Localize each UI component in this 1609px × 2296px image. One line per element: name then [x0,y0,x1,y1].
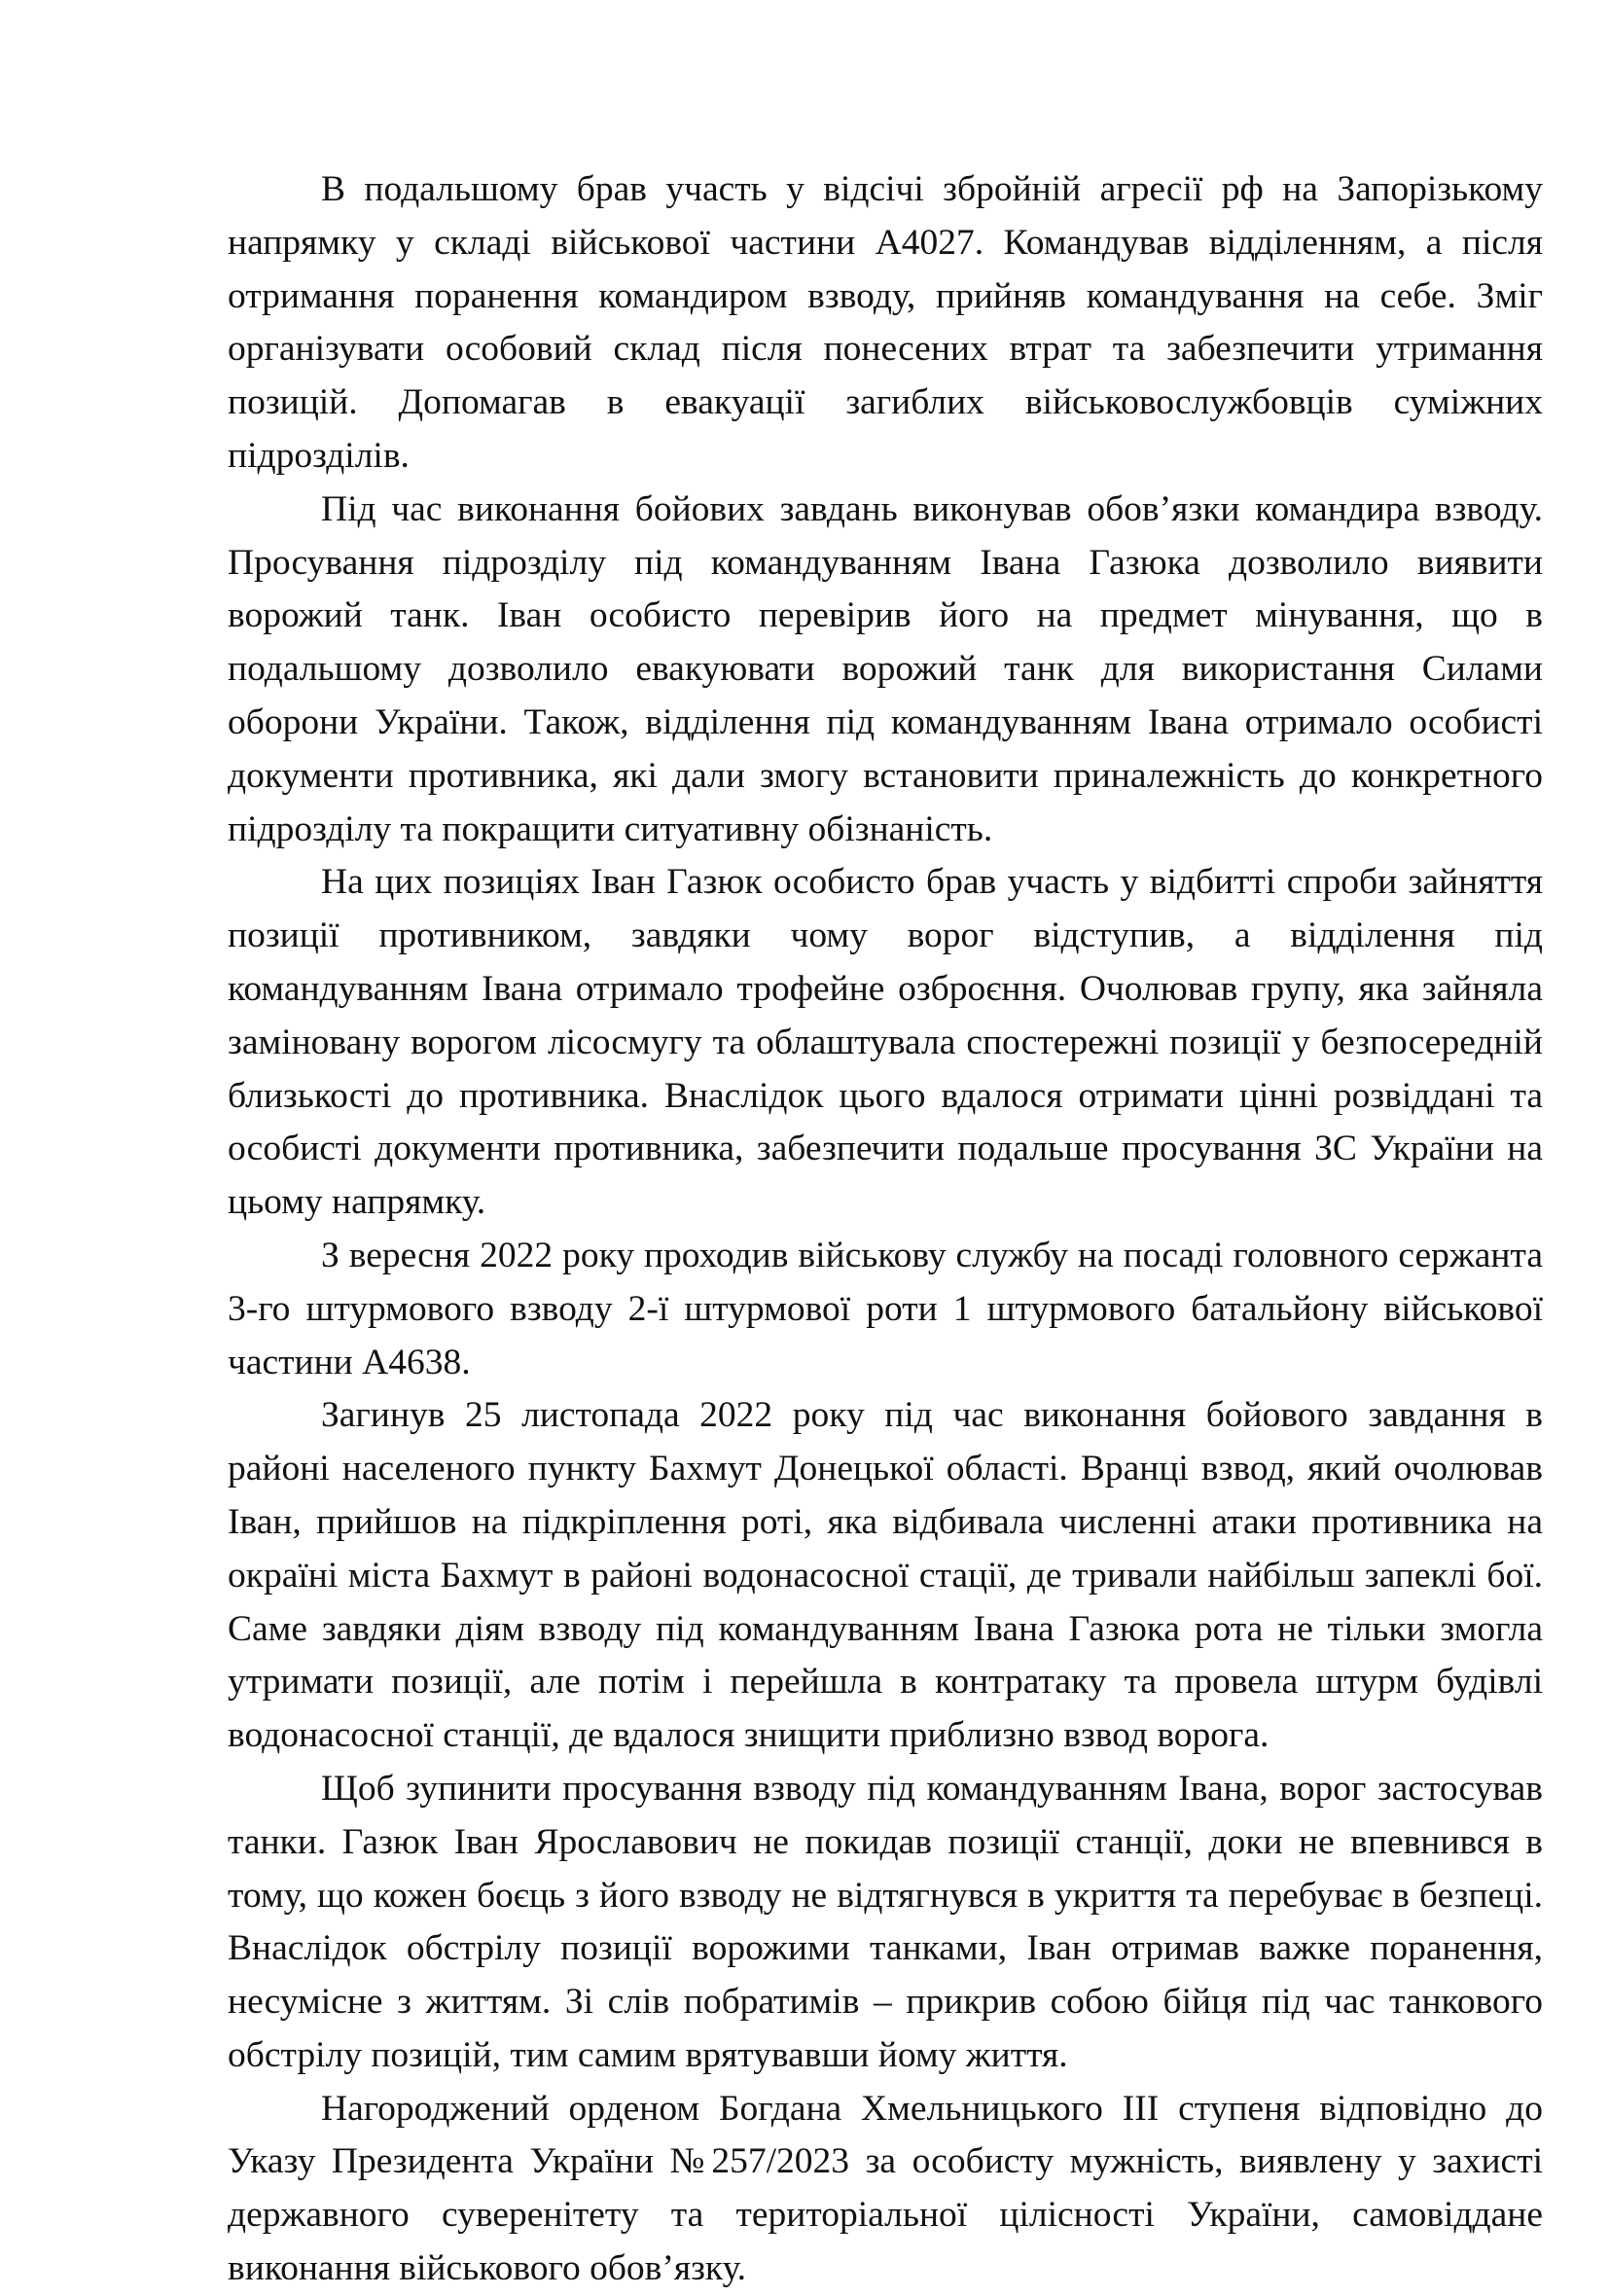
paragraph-platoon-command: Під час виконання бойових завдань виконував обов’язки командира взводу. Просування підрозділу під командуванням Івана Газюка дозволило виявити ворожий танк. Іван особисто перевірив його на предмет мінування, що в подальшому дозволило евакуювати ворожий танк для використання Силами оборони України. Також, відділення під командуванням Івана отримало особисті документи противника, які дали змогу встановити приналежність до конкретного підрозділу та покращити ситуативну обізнаність. [228,488,1543,849]
paragraph-service-a4638: З вересня 2022 року проходив військову службу на посаді головного сержанта 3-го штурмового взводу 2-ї штурмової роти 1 штурмового батальйону військової частини А4638. [228,1235,1543,1382]
paragraph-zaporizhzhia-service: В подальшому брав участь у відсічі збройній агресії рф на Запорізькому напрямку у складі військової частини А4027. Командував відділенням, а після отримання поранення командиром взводу, прийняв командування на себе. Зміг організувати особовий склад після понесених втрат та забезпечити утримання позицій. Допомагав в евакуації загиблих військовослужбовців суміжних підрозділів. [228,169,1543,476]
paragraph-position-defense: На цих позиціях Іван Газюк особисто брав участь у відбитті спроби зайняття позиції противником, завдяки чому ворог відступив, а відділення під командуванням Івана отримало трофейне озброєння. Очолював групу, яка зайняла заміновану ворогом лісосмугу та облаштувала спостережні позиції у безпосередній близькості до противника. Внаслідок цього вдалося отримати цінні розвіддані та особисті документи противника, забезпечити подальше просування ЗС України на цьому напрямку. [228,862,1543,1223]
paragraph-bakhmut-death: Загинув 25 листопада 2022 року під час виконання бойового завдання в районі населеного пункту Бахмут Донецької області. Вранці взвод, який очолював Іван, прийшов на підкріплення роті, яка відбивала численні атаки противника на окраїні міста Бахмут в районі водонасосної стації, де тривали найбільш запеклі бої. Саме завдяки діям взводу під командуванням Івана Газюка рота не тільки змогла утримати позиції, але потім і перейшла в контратаку та провела штурм будівлі водонасосної станції, де вдалося знищити приблизно взвод ворога. [228,1395,1543,1756]
paragraph-award: Нагороджений орденом Богдана Хмельницького ІІІ ступеня відповідно до Указу Президента України №257/2023 за особисту мужність, виявлену у захисті державного суверенітету та територіальної цілісності України, самовіддане виконання військового обов’язку. [228,2088,1543,2289]
document-page [228,163,1543,2296]
paragraph-tank-attack: Щоб зупинити просування взводу під командуванням Івана, ворог застосував танки. Газюк Іван Ярославович не покидав позиції станції, доки не впевнився в тому, що кожен боєць з його взводу не відтягнувся в укриття та перебуває в безпеці. Внаслідок обстрілу позиції ворожими танками, Іван отримав важке поранення, несумісне з життям. Зі слів побратимів – прикрив собою бійця під час танкового обстрілу позицій, тим самим врятувавши йому життя. [228,1768,1543,2075]
